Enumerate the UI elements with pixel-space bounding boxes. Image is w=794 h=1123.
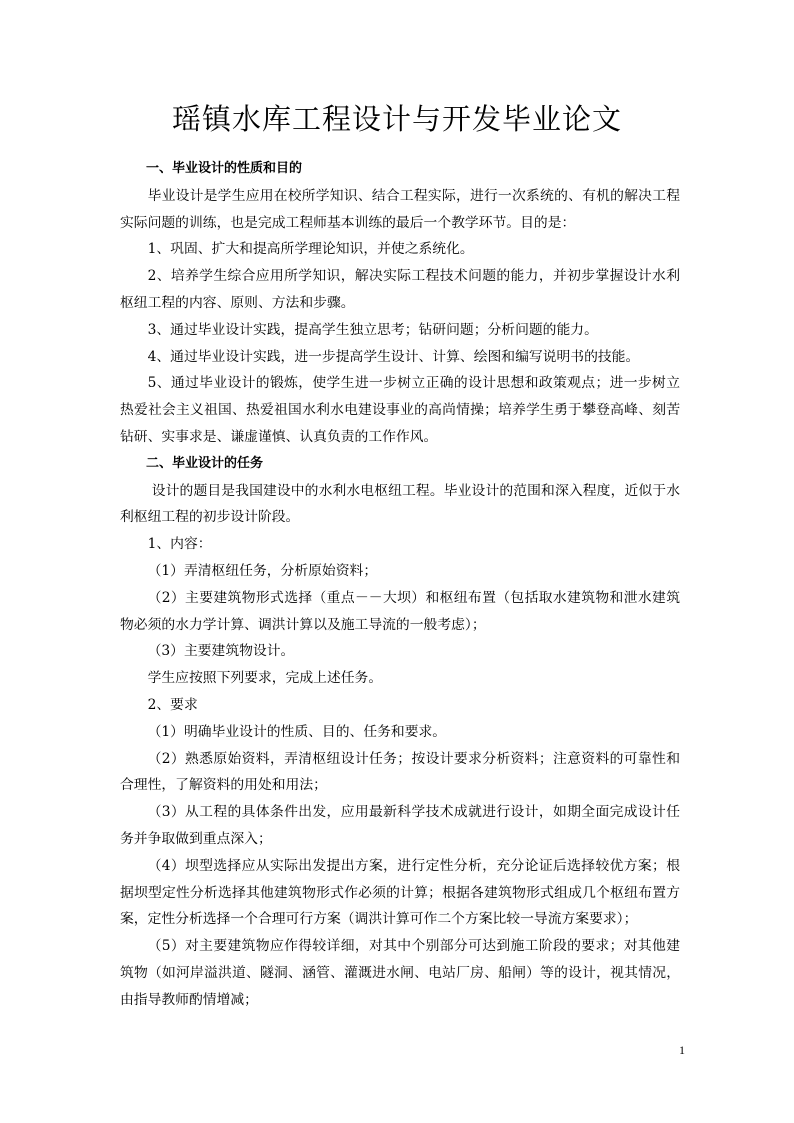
paragraph: 4、通过毕业设计实践，进一步提高学生设计、计算、绘图和编写说明书的技能。 — [147, 348, 640, 365]
paragraph: 2、要求 — [147, 696, 198, 713]
paragraph: （2）熟悉原始资料，弄清枢纽设计任务；按设计要求分析资料；注意资料的可靠性和合理性，了解资料的用处和用法； — [120, 750, 680, 794]
paragraph: 5、通过毕业设计的锻炼，使学生进一步树立正确的设计思想和政策观点；进一步树立热爱社会主义祖国、热爱祖国水利水电建设事业的高尚情操；培养学生勇于攀登高峰、刻苦钻研、实事求是、谦虚谨慎、认真负责的工作作风。 — [120, 375, 680, 445]
paragraph: （1）明确毕业设计的性质、目的、任务和要求。 — [147, 723, 447, 740]
paragraph: 2、培养学生综合应用所学知识，解决实际工程技术问题的能力，并初步掌握设计水利枢纽工程的内容、原则、方法和步骤。 — [120, 268, 680, 311]
paragraph: （1）弄清枢纽任务，分析原始资料； — [147, 562, 378, 579]
paragraph: 1、巩固、扩大和提高所学理论知识，并使之系统化。 — [147, 241, 474, 258]
paragraph: 学生应按照下列要求，完成上述任务。 — [147, 670, 383, 687]
paragraph: （2）主要建筑物形式选择（重点－－大坝）和枢纽布置（包括取水建筑物和泄水建筑物必须的水力学计算、调洪计算以及施工导流的一般考虑）； — [120, 589, 680, 633]
document-body — [120, 156, 680, 1014]
section-heading: 二、毕业设计的任务 — [146, 455, 264, 471]
paragraph: 3、通过毕业设计实践，提高学生独立思考；钻研问题；分析问题的能力。 — [147, 321, 598, 338]
page-number: 1 — [679, 1043, 685, 1057]
paragraph: 1、内容： — [147, 536, 212, 553]
paragraph: （3）从工程的具体条件出发，应用最新科学技术成就进行设计，如期全面完成设计任务并争取做到重点深入； — [120, 804, 680, 847]
paragraph: （5）对主要建筑物应作得较详细，对其中个别部分可达到施工阶段的要求；对其他建筑物（如河岸溢洪道、隧洞、涵管、灌溉进水闸、电站厂房、船闸）等的设计，视其情况，由指导教师酌情增减； — [120, 938, 680, 1008]
paragraph: （3）主要建筑物设计。 — [147, 643, 295, 660]
paragraph: 设计的题目是我国建设中的水利水电枢纽工程。毕业设计的范围和深入程度，近似于水利枢纽工程的初步设计阶段。 — [120, 482, 680, 526]
paragraph: 毕业设计是学生应用在校所学知识、结合工程实际，进行一次系统的、有机的解决工程实际问题的训练，也是完成工程师基本训练的最后一个教学环节。目的是： — [120, 187, 680, 231]
paragraph: （4）坝型选择应从实际出发提出方案，进行定性分析，充分论证后选择较优方案；根据坝型定性分析选择其他建筑物形式作必须的计算；根据各建筑物形式组成几个枢纽布置方案，定性分析选择一个合理可行方案（调洪计算可作二个方案比较一导流方案要求）； — [120, 857, 680, 928]
section-heading: 一、毕业设计的性质和目的 — [146, 161, 303, 176]
page-title: 瑶镇水库工程设计与开发毕业论文 — [171, 102, 622, 136]
